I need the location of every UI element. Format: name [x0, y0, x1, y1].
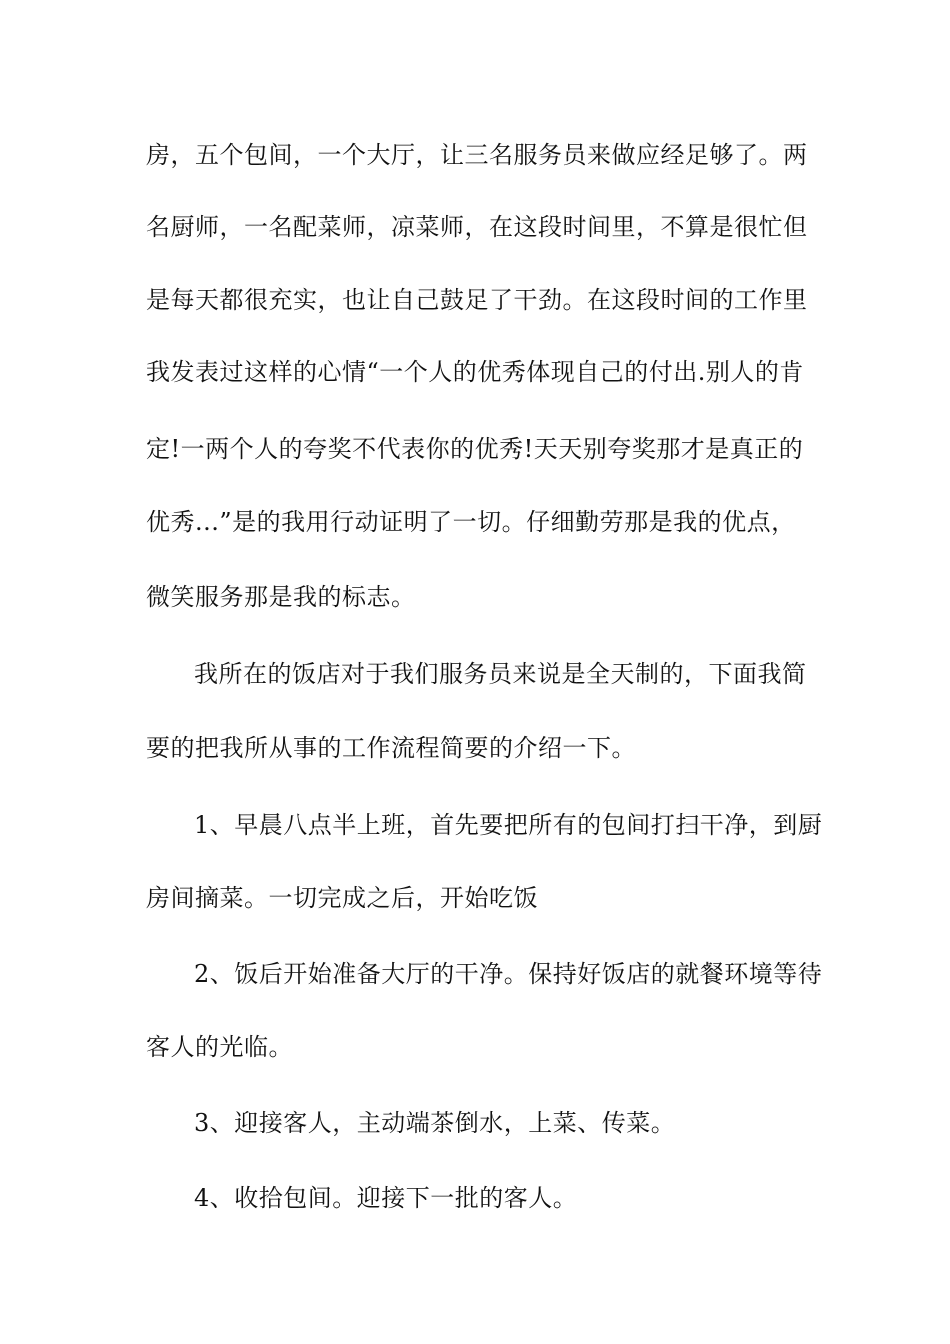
paragraph-line: 要的把我所从事的工作流程简要的介绍一下。	[146, 734, 636, 762]
paragraph-line: 房，五个包间，一个大厅，让三名服务员来做应经足够了。两	[146, 141, 808, 169]
list-item-line: 2、饭后开始准备大厅的干净。保持好饭店的就餐环境等待	[194, 960, 823, 988]
list-item-line: 客人的光临。	[146, 1033, 293, 1061]
paragraph-line: 定!一两个人的夸奖不代表你的优秀!天天别夸奖那才是真正的	[146, 435, 804, 463]
paragraph-line: 微笑服务那是我的标志。	[146, 583, 416, 611]
paragraph-line: 我发表过这样的心情“一个人的优秀体现自己的付出.别人的肯	[146, 358, 804, 386]
paragraph-line: 名厨师，一名配菜师，凉菜师，在这段时间里，不算是很忙但	[146, 213, 808, 241]
paragraph-line: 是每天都很充实，也让自己鼓足了干劲。在这段时间的工作里	[146, 286, 808, 314]
paragraph-line: 优秀...”是的我用行动证明了一切。仔细勤劳那是我的优点，	[146, 508, 796, 536]
paragraph-line: 我所在的饭店对于我们服务员来说是全天制的，下面我简	[194, 660, 807, 688]
list-item-line: 3、迎接客人，主动端茶倒水，上菜、传菜。	[194, 1109, 676, 1137]
list-item-line: 4、收拾包间。迎接下一批的客人。	[194, 1184, 578, 1212]
list-item-line: 1、早晨八点半上班，首先要把所有的包间打扫干净，到厨	[194, 811, 823, 839]
list-item-line: 房间摘菜。一切完成之后，开始吃饭	[146, 884, 538, 912]
